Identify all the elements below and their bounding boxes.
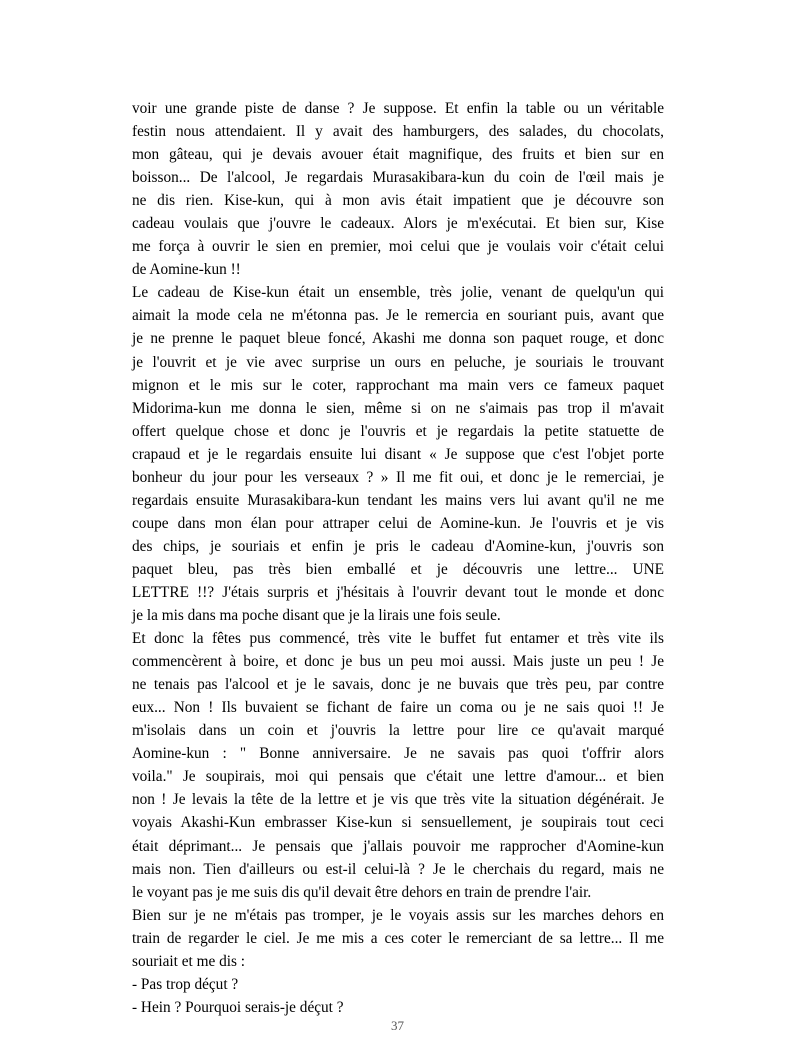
text-line: Midorima-kun me donna le sien, même si on ne s'aimais pas trop il m'avait xyxy=(132,399,664,417)
text-line: cadeau voulais que j'ouvre le cadeaux. Alors je m'exécutai. Et bien sur, Kise xyxy=(132,215,664,233)
text-line: était déprimant... Je pensais que j'allais pouvoir me rapprocher d'Aomine-kun xyxy=(132,837,664,855)
text-line: je la mis dans ma poche disant que je la lirais une fois seule. xyxy=(132,607,501,625)
text-line: des chips, je souriais et enfin je pris le cadeau d'Aomine-kun, j'ouvris son xyxy=(132,537,664,555)
text-line: ne dis rien. Kise-kun, qui à mon avis était impatient que je découvre son xyxy=(132,192,664,210)
text-line: ne tenais pas l'alcool et je le savais, donc je ne buvais que très peu, par contre xyxy=(132,676,664,694)
text-line: paquet bleu, pas très bien emballé et je découvris une lettre... UNE xyxy=(132,560,664,578)
text-line: Et donc la fêtes pus commencé, très vite le buffet fut entamer et très vite ils xyxy=(132,630,664,648)
paragraph xyxy=(132,281,664,627)
text-line: boisson... De l'alcool, Je regardais Murasakibara-kun du coin de l'œil mais je xyxy=(132,169,664,187)
text-line: regardais ensuite Murasakibara-kun tendant les mains vers lui avant qu'il ne me xyxy=(132,491,664,509)
text-line: Le cadeau de Kise-kun était un ensemble, très jolie, venant de quelqu'un qui xyxy=(132,284,664,302)
text-line: LETTRE !!? J'étais surpris et j'hésitais à l'ouvrir devant tout le monde et donc xyxy=(132,583,664,601)
text-line: voir une grande piste de danse ? Je suppose. Et enfin la table ou un véritable xyxy=(132,100,664,117)
text-line: mignon et le mis sur le coter, rapprochant ma main vers ce fameux paquet xyxy=(132,376,664,394)
paragraph xyxy=(132,904,664,973)
text-line: - Pas trop déçut ? xyxy=(132,975,239,993)
text-line: aimait la mode cela ne m'étonna pas. Je le remercia en souriant puis, avant que xyxy=(132,307,664,325)
text-line: je l'ouvrit et je vie avec surprise un ours en peluche, je souriais le trouvant xyxy=(132,353,664,371)
text-line: je ne prenne le paquet bleue foncé, Akashi me donna son paquet rouge, et donc xyxy=(132,330,664,348)
text-line: commencèrent à boire, et donc je bus un peu moi aussi. Mais juste un peu ! Je xyxy=(132,653,664,671)
text-line: - Hein ? Pourquoi serais-je déçut ? xyxy=(132,998,344,1016)
text-line: souriait et me dis : xyxy=(132,952,246,970)
page-number: 37 xyxy=(391,1018,404,1033)
paragraph xyxy=(132,97,664,281)
text-line: train de regarder le ciel. Je me mis a ces coter le remerciant de sa lettre... Il me xyxy=(132,929,664,947)
dialogue-line xyxy=(132,973,664,996)
text-line: crapaud et je le regardais ensuite lui disant « Je suppose que c'est l'objet porte xyxy=(132,445,664,463)
text-line: me força à ouvrir le sien en premier, moi celui que je voulais voir c'était celui xyxy=(132,238,664,256)
text-line: mon gâteau, qui je devais avouer était magnifique, des fruits et bien sur en xyxy=(132,146,664,164)
text-line: festin nous attendaient. Il y avait des hamburgers, des salades, du chocolats, xyxy=(132,123,664,141)
text-line: offert quelque chose et donc je l'ouvris et je regardais la petite statuette de xyxy=(132,422,664,440)
text-line: de Aomine-kun !! xyxy=(132,261,241,279)
text-line: le voyant pas je me suis dis qu'il devait être dehors en train de prendre l'air. xyxy=(132,883,592,901)
text-line: mais non. Tien d'ailleurs ou est-il celui-là ? Je le cherchais du regard, mais ne xyxy=(132,860,664,878)
text-line: coupe dans mon élan pour attraper celui de Aomine-kun. Je l'ouvris et je vis xyxy=(132,514,664,532)
text-line: voila." Je soupirais, moi qui pensais que c'était une lettre d'amour... et bien xyxy=(132,768,664,786)
text-line: bonheur du jour pour les verseaux ? » Il me fit oui, et donc je le remerciai, je xyxy=(132,468,664,486)
dialogue-line xyxy=(132,996,664,1019)
page-body xyxy=(132,97,664,1019)
text-line: m'isolais dans un coin et j'ouvris la lettre pour lire ce qu'avait marqué xyxy=(132,722,664,740)
paragraph xyxy=(132,627,664,904)
text-line: non ! Je levais la tête de la lettre et je vis que très vite la situation dégénérait. Je xyxy=(132,791,664,809)
text-line: voyais Akashi-Kun embrasser Kise-kun si sensuellement, je soupirais tout ceci xyxy=(132,814,664,832)
text-line: Bien sur je ne m'étais pas tromper, je le voyais assis sur les marches dehors en xyxy=(132,906,664,924)
text-line: eux... Non ! Ils buvaient se fichant de faire un coma ou je ne sais quoi !! Je xyxy=(132,699,664,717)
text-line: Aomine-kun : " Bonne anniversaire. Je ne savais pas quoi t'offrir alors xyxy=(132,745,664,763)
